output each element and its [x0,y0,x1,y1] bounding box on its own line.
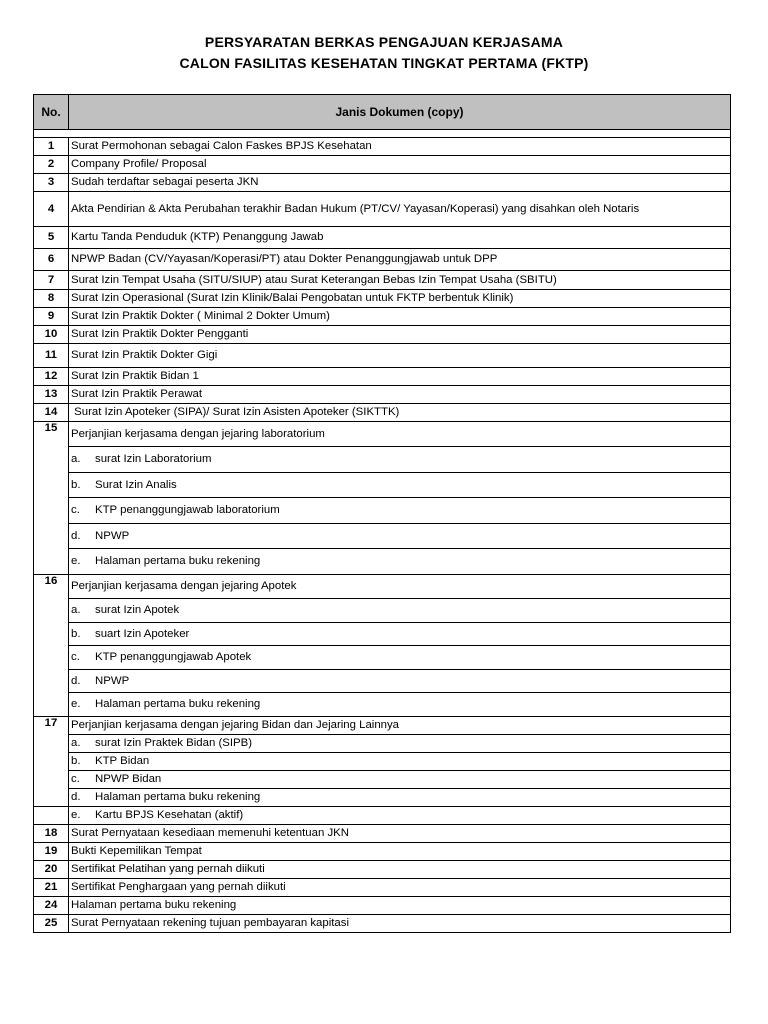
row-document: Akta Pendirian & Akta Perubahan terakhir Badan Hukum (PT/CV/ Yayasan/Koperasi) yang disahkan oleh Notaris [69,192,731,227]
sub-item [34,789,731,807]
row-number: 25 [34,915,69,933]
sub-item-letter: b. [71,627,81,640]
sub-item [34,646,731,670]
row-number: 15 [34,422,69,575]
sub-item [34,524,731,549]
row-document: Company Profile/ Proposal [69,156,731,174]
row-document: Bukti Kepemilikan Tempat [69,843,731,861]
sub-item-text: surat Izin Laboratorium [95,453,212,465]
sub-item-letter: d. [71,674,81,687]
row-document: Surat Izin Praktik Perawat [69,386,731,404]
sub-item [34,549,731,575]
row-document: NPWP Badan (CV/Yayasan/Koperasi/PT) atau Dokter Penanggungjawab untuk DPP [69,249,731,271]
row-number: 12 [34,368,69,386]
sub-item-letter: c. [71,651,80,663]
sub-item-text: NPWP [95,674,130,687]
document-title-line1: PERSYARATAN BERKAS PENGAJUAN KERJASAMA [204,34,564,50]
sub-item-letter: c. [71,773,80,785]
table-row [34,825,731,843]
sub-item-letter: a. [71,453,81,465]
row-number: 16 [34,575,69,717]
table-row [34,192,731,227]
table-row [34,227,731,249]
sub-item-letter: e. [71,555,81,567]
table-row [34,386,731,404]
table-row [34,861,731,879]
sub-item [34,753,731,771]
sub-item [34,735,731,753]
sub-item [34,473,731,498]
sub-item [34,807,731,825]
sub-item [34,447,731,473]
sub-item-letter: a. [71,604,81,616]
header-document-type: Janis Dokumen (copy) [69,95,731,130]
table-row-group-17 [34,717,731,735]
table-row [34,344,731,368]
sub-item-letter: e. [71,698,81,710]
row-document: Sudah terdaftar sebagai peserta JKN [69,174,731,192]
table-row [34,249,731,271]
sub-item-text: NPWP Bidan [95,773,162,785]
sub-item-text: Halaman pertama buku rekening [95,791,261,803]
row-number: 11 [34,344,69,368]
row-number: 3 [34,174,69,192]
row-number: 10 [34,326,69,344]
header-gap [34,130,731,138]
table-row-group-15 [34,422,731,447]
sub-item [34,693,731,717]
row-number: 2 [34,156,69,174]
row-number: 8 [34,290,69,308]
row-document: Surat Permohonan sebagai Calon Faskes BPJS Kesehatan [69,138,731,156]
row-number: 20 [34,861,69,879]
requirements-table [33,94,731,933]
row-number: 1 [34,138,69,156]
row-number: 7 [34,271,69,290]
sub-item [34,670,731,693]
row-document: Surat Izin Praktik Bidan 1 [69,368,731,386]
sub-item-text: KTP Bidan [95,755,150,767]
table-row [34,138,731,156]
table-row [34,404,731,422]
row-document: Surat Pernyataan rekening tujuan pembayaran kapitasi [69,915,731,933]
sub-item [34,498,731,524]
sub-item-text: suart Izin Apoteker [95,627,190,640]
row-document: Surat Izin Tempat Usaha (SITU/SIUP) atau Surat Keterangan Bebas Izin Tempat Usaha (SBITU) [69,271,731,290]
sub-item-letter: a. [71,737,81,749]
sub-item-text: surat Izin Apotek [95,604,180,616]
sub-item [34,623,731,646]
table-row [34,897,731,915]
document-title-line2: CALON FASILITAS KESEHATAN TINGKAT PERTAMA (FKTP) [179,55,589,71]
row-number: 4 [34,192,69,227]
table-row [34,174,731,192]
table-row [34,879,731,897]
row-number: 17 [34,717,69,807]
sub-item-text: KTP penanggungjawab Apotek [95,651,252,663]
row-document: Surat Izin Apoteker (SIPA)/ Surat Izin Asisten Apoteker (SIKTTK) [69,404,731,422]
row-document: Halaman pertama buku rekening [69,897,731,915]
sub-item-text: NPWP [95,529,130,542]
row-document: Sertifikat Pelatihan yang pernah diikuti [69,861,731,879]
row-document: Surat Izin Praktik Dokter Gigi [69,344,731,368]
table-row [34,156,731,174]
sub-item-letter: d. [71,529,81,542]
sub-item-text: Kartu BPJS Kesehatan (aktif) [95,809,244,821]
row-document: Surat Izin Operasional (Surat Izin Klinik/Balai Pengobatan untuk FKTP berbentuk Klinik) [69,290,731,308]
sub-item-text: Halaman pertama buku rekening [95,698,261,710]
row-number: 14 [34,404,69,422]
sub-item-text: Halaman pertama buku rekening [95,555,261,567]
sub-item-letter: b. [71,478,81,491]
row-document: Perjanjian kerjasama dengan jejaring laboratorium [69,422,731,447]
row-document: Sertifikat Penghargaan yang pernah diikuti [69,879,731,897]
row-document: Perjanjian kerjasama dengan jejaring Apotek [69,575,731,599]
row-number: 9 [34,308,69,326]
table-row [34,308,731,326]
row-document: Perjanjian kerjasama dengan jejaring Bidan dan Jejaring Lainnya [69,717,731,735]
table-row-group-16 [34,575,731,599]
sub-item [34,771,731,789]
row-document: Surat Izin Praktik Dokter Pengganti [69,326,731,344]
row-document: Surat Pernyataan kesediaan memenuhi ketentuan JKN [69,825,731,843]
row-number: 5 [34,227,69,249]
sub-item-text: surat Izin Praktek Bidan (SIPB) [95,737,252,749]
sub-item [34,599,731,623]
row-number: 18 [34,825,69,843]
sub-item-text: Surat Izin Analis [95,478,177,491]
sub-item-letter: c. [71,504,80,516]
row-number: 6 [34,249,69,271]
row-document: Kartu Tanda Penduduk (KTP) Penanggung Jawab [69,227,731,249]
sub-item-text: KTP penanggungjawab laboratorium [95,504,280,516]
row-number: 19 [34,843,69,861]
table-row [34,326,731,344]
table-row [34,915,731,933]
sub-item-letter: b. [71,755,81,767]
table-row [34,290,731,308]
row-document: Surat Izin Praktik Dokter ( Minimal 2 Dokter Umum) [69,308,731,326]
row-number: 21 [34,879,69,897]
table-row [34,368,731,386]
sub-item-letter: d. [71,791,81,803]
table-row [34,843,731,861]
table-row [34,271,731,290]
row-number: 13 [34,386,69,404]
table-header-row [34,95,731,130]
row-number: 24 [34,897,69,915]
header-no: No. [34,95,69,130]
sub-item-letter: e. [71,809,81,821]
